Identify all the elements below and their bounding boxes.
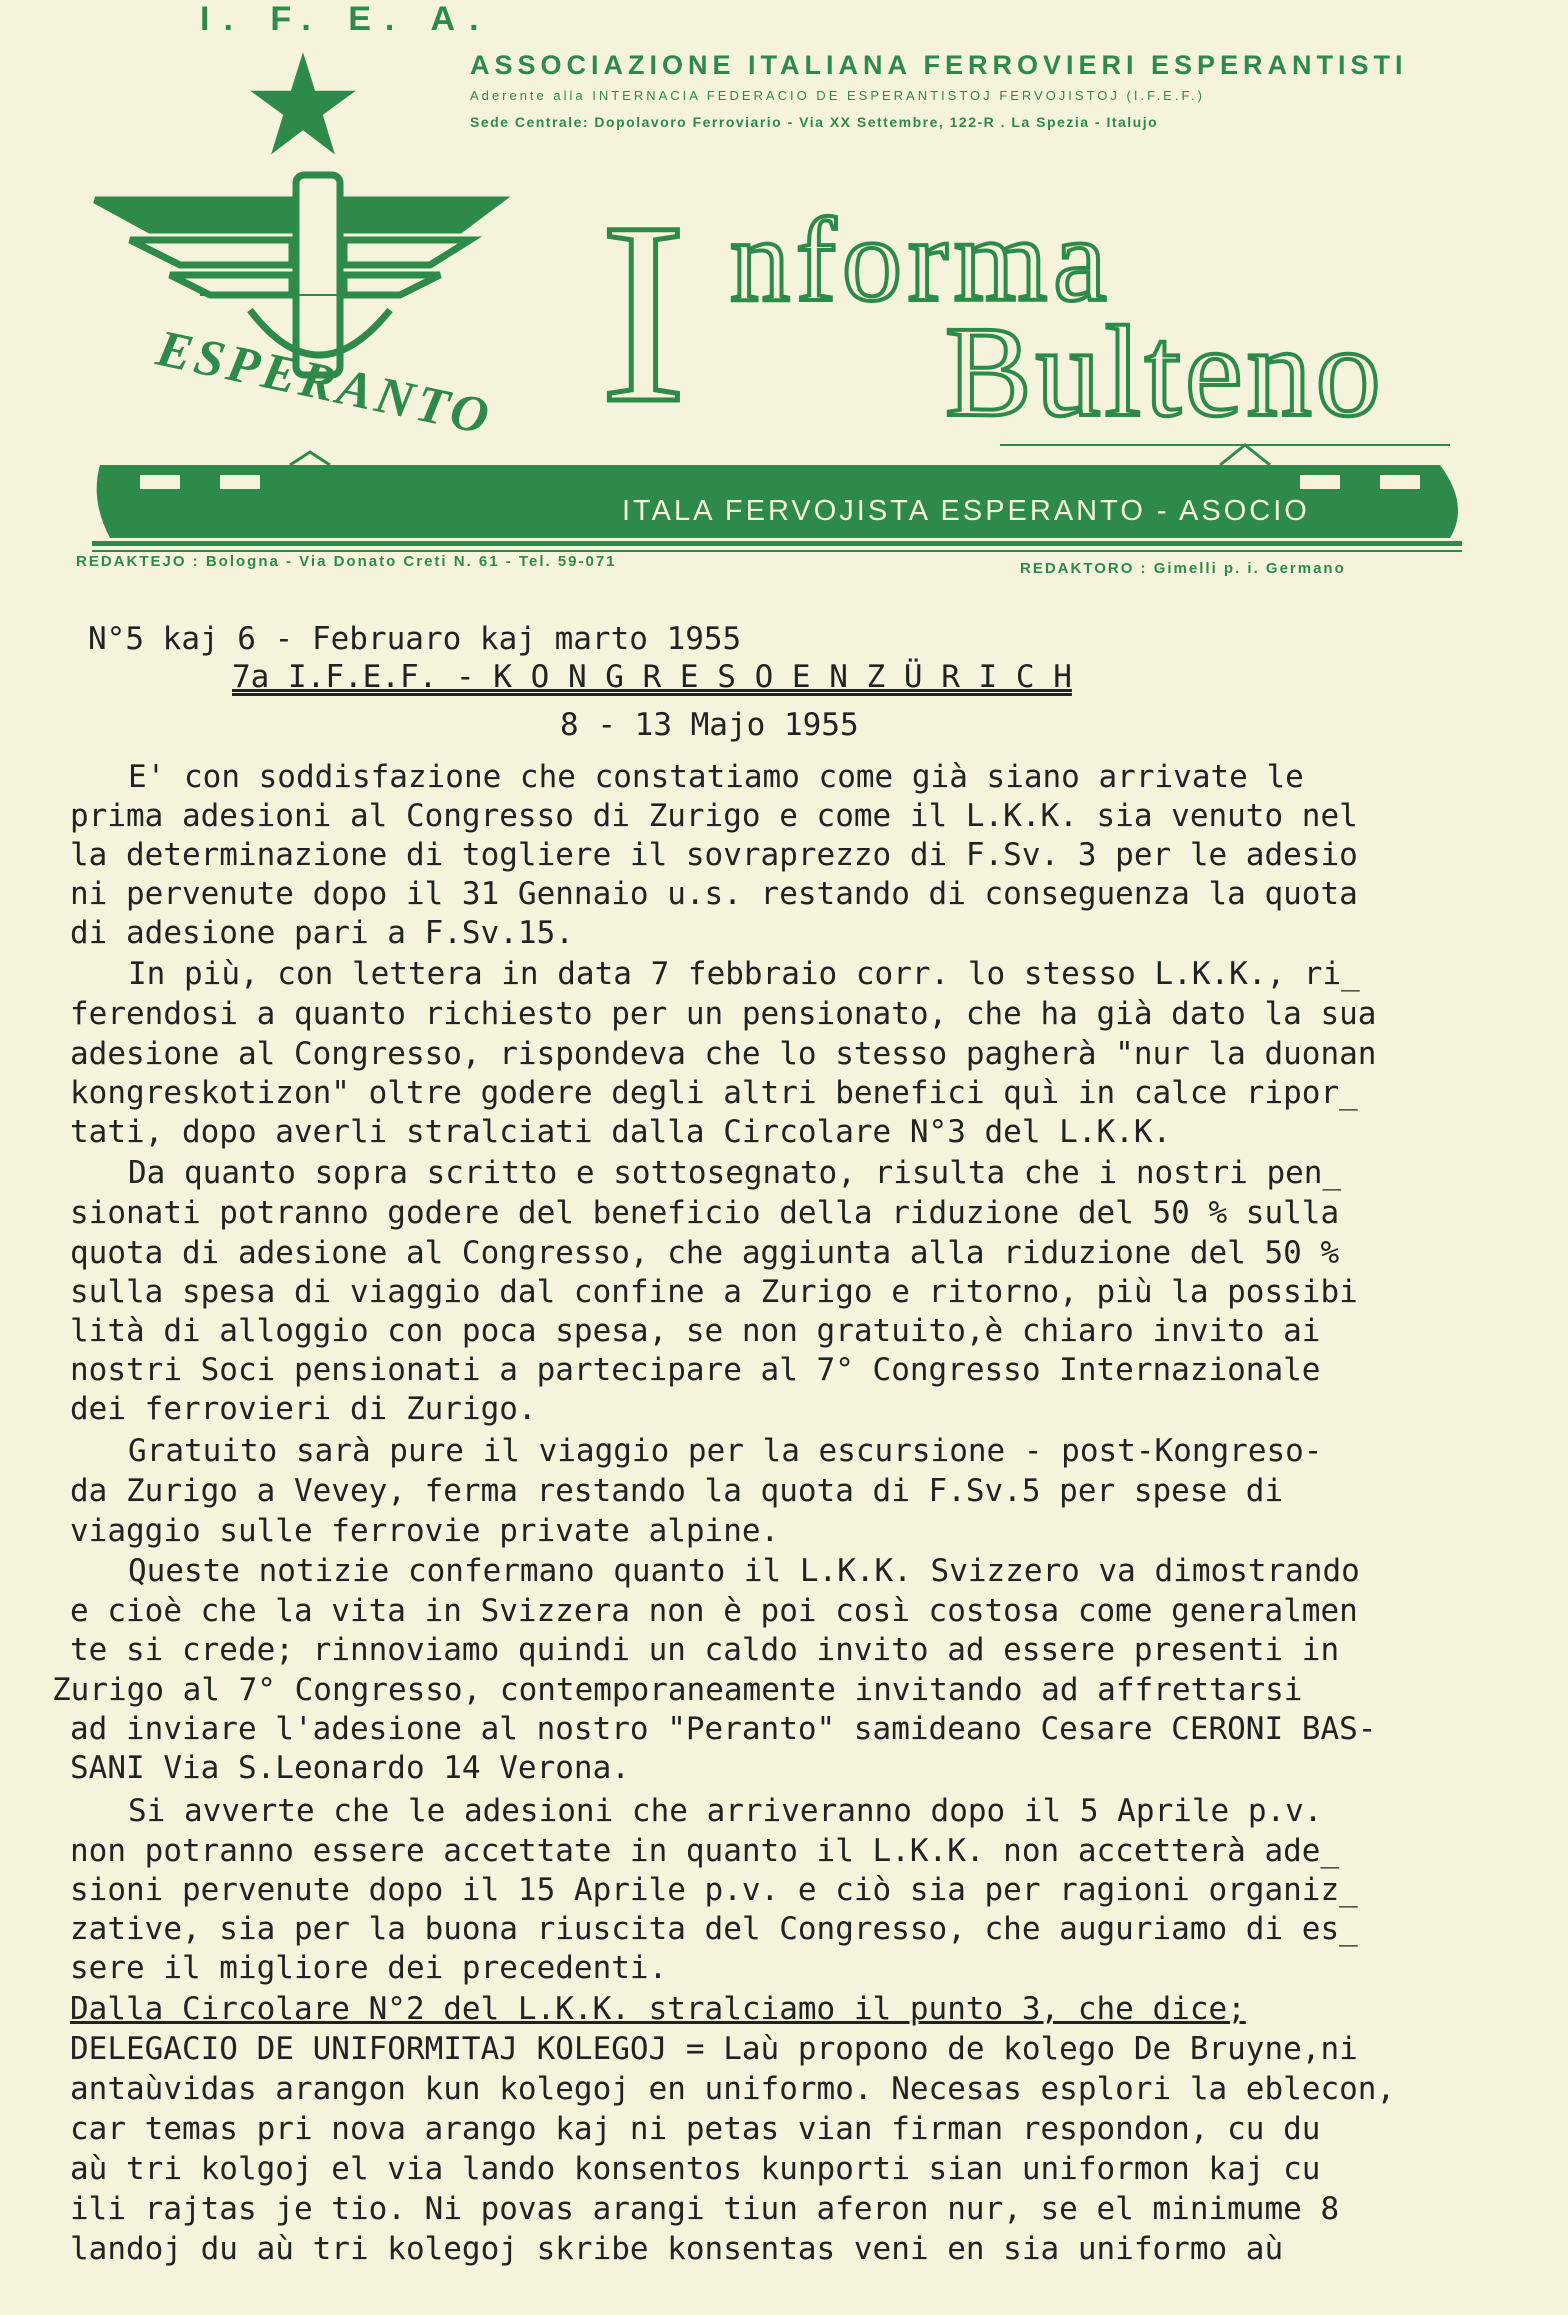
- text-line: sioni pervenute dopo il 15 Aprile p.v. e ciò sia per ragioni organiz_: [70, 1872, 1358, 1908]
- text-line: aù tri kolgoj el via lando konsentos kunporti sian uniformon kaj cu: [70, 2151, 1321, 2187]
- text-line: viaggio sulle ferrovie private alpine.: [70, 1513, 780, 1549]
- aderente-line: Aderente alla INTERNACIA FEDERACIO DE ESPERANTISTOJ FERVOJISTOJ (I.F.E.F.): [470, 88, 1205, 103]
- text-line: quota di adesione al Congresso, che aggiunta alla riduzione del 50 %: [70, 1235, 1340, 1271]
- text-line: nostri Soci pensionati a partecipare al 7° Congresso Internazionale: [70, 1352, 1321, 1388]
- text-line: Da quanto sopra scritto e sottosegnato, risulta che i nostri pen_: [128, 1155, 1342, 1191]
- text-line: ili rajtas je tio. Ni povas arangi tiun aferon nur, se el minimume 8: [70, 2191, 1340, 2227]
- text-line: car temas pri nova arango kaj ni petas vian firman respondon, cu du: [70, 2111, 1321, 2147]
- redaktejo-line: REDAKTEJO : Bologna - Via Donato Creti N. 61 - Tel. 59-071: [76, 553, 617, 570]
- text-line: la determinazione di togliere il sovraprezzo di F.Sv. 3 per le adesio: [70, 837, 1358, 873]
- text-line: sere il migliore dei precedenti.: [70, 1950, 668, 1986]
- text-line: Dalla Circolare N°2 del L.K.K. stralciamo il punto 3, che dice;: [70, 1991, 1246, 2027]
- text-line: Si avverte che le adesioni che arriveranno dopo il 5 Aprile p.v.: [128, 1793, 1323, 1829]
- text-line: adesione al Congresso, rispondeva che lo stesso pagherà "nur la duonan: [70, 1036, 1377, 1072]
- text-line: Zurigo al 7° Congresso, contemporaneamente invitando ad affrettarsi: [52, 1672, 1303, 1708]
- text-line: non potranno essere accettate in quanto il L.K.K. non accetterà ade_: [70, 1833, 1340, 1869]
- org-code: I. F. E. A.: [200, 0, 493, 38]
- star-icon: [248, 50, 358, 160]
- text-line: zative, sia per la buona riuscita del Congresso, che auguriamo di es_: [70, 1911, 1358, 1947]
- text-line: sulla spesa di viaggio dal confine a Zurigo e ritorno, più la possibi: [70, 1274, 1358, 1310]
- text-line: lità di alloggio con poca spesa, se non gratuito,è chiaro invito ai: [70, 1313, 1321, 1349]
- logo-text: ESPERANTO: [151, 319, 498, 447]
- text-line: kongreskotizon" oltre godere degli altri benefici quì in calce ripor_: [70, 1075, 1358, 1111]
- text-line: te si crede; rinnoviamo quindi un caldo invito ad essere presenti in: [70, 1632, 1340, 1668]
- redaktoro-line: REDAKTORO : Gimelli p. i. Germano: [1020, 560, 1346, 577]
- title-initial: I: [600, 169, 687, 457]
- text-line: DELEGACIO DE UNIFORMITAJ KOLEGOJ = Laù propono de kolego De Bruyne,ni: [70, 2031, 1358, 2067]
- text-line: ferendosi a quanto richiesto per un pensionato, che ha già dato la sua: [70, 996, 1377, 1032]
- title-line1: nforma: [730, 193, 1113, 326]
- text-line: Gratuito sarà pure il viaggio per la escursione - post-Kongreso-: [128, 1433, 1323, 1469]
- text-line: prima adesioni al Congresso di Zurigo e come il L.K.K. sia venuto nel: [70, 798, 1358, 834]
- text-line: In più, con lettera in data 7 febbraio corr. lo stesso L.K.K., ri_: [128, 956, 1360, 992]
- text-line: ad inviare l'adesione al nostro "Peranto" samideano Cesare CERONI BAS-: [70, 1711, 1377, 1747]
- text-line: landoj du aù tri kolegoj skribe konsentas veni en sia uniformo aù: [70, 2231, 1284, 2267]
- text-line: di adesione pari a F.Sv.15.: [70, 915, 574, 951]
- text-line: Queste notizie confermano quanto il L.K.K. Svizzero va dimostrando: [128, 1553, 1360, 1589]
- winged-logo-icon: [95, 175, 500, 375]
- article-heading: 7a I.F.E.F. - K O N G R E S O E N Z Ü R I C H: [232, 659, 1072, 695]
- congress-date: 8 - 13 Majo 1955: [560, 707, 859, 743]
- title-line2: Bulteno: [945, 300, 1385, 444]
- masthead: [0, 160, 1568, 600]
- text-line: dei ferrovieri di Zurigo.: [70, 1391, 537, 1427]
- text-line: SANI Via S.Leonardo 14 Verona.: [70, 1750, 630, 1786]
- issue-line: N°5 kaj 6 - Februaro kaj marto 1955: [88, 621, 742, 657]
- association-name: ASSOCIAZIONE ITALIANA FERROVIERI ESPERANTISTI: [470, 50, 1408, 80]
- text-line: tati, dopo averli stralciati dalla Circolare N°3 del L.K.K.: [70, 1114, 1172, 1150]
- text-line: e cioè che la vita in Svizzera non è poi così costosa come generalmen: [70, 1593, 1358, 1629]
- sede-line: Sede Centrale: Dopolavoro Ferroviario - Via XX Settembre, 122-R . La Spezia - Italujo: [470, 114, 1159, 130]
- banner-text: ITALA FERVOJISTA ESPERANTO - ASOCIO: [622, 495, 1310, 527]
- text-line: sionati potranno godere del beneficio della riduzione del 50 % sulla: [70, 1195, 1340, 1231]
- text-line: E' con soddisfazione che constatiamo come già siano arrivate le: [128, 759, 1304, 795]
- text-line: ni pervenute dopo il 31 Gennaio u.s. restando di conseguenza la quota: [70, 876, 1358, 912]
- text-line: da Zurigo a Vevey, ferma restando la quota di F.Sv.5 per spese di: [70, 1473, 1284, 1509]
- text-line: antaùvidas arangon kun kolegoj en uniformo. Necesas esplori la eblecon,: [70, 2071, 1396, 2107]
